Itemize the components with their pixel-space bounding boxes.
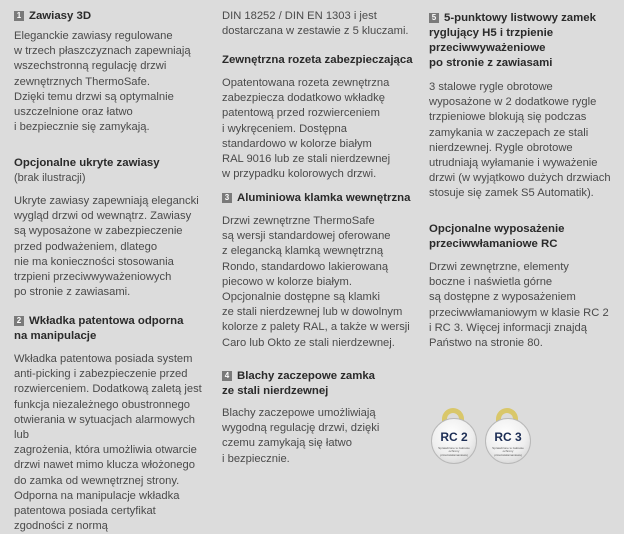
section-number-badge: 3 — [222, 193, 232, 203]
rc-equipment-text: Drzwi zewnętrzne, elementy boczne i naświetla górne są dostępne z wyposażeniem przeciwwłamaniowym w klasie RC 2 i RC 3. Więcej informacji znajdą Państwo na stronie 80. — [429, 261, 609, 350]
section-number-badge: 2 — [14, 316, 24, 326]
section-4-heading — [222, 369, 418, 399]
section-2-title: Wkładka patentowa odporna na manipulacje — [14, 315, 184, 342]
section-1-title: Zawiasy 3D — [29, 10, 92, 22]
section-3-title: Aluminiowa klamka wewnętrzna — [237, 192, 411, 204]
section-2-text: Wkładka patentowa posiada system anti-picking i zabezpieczenie przed rozwierceniem. Dodatkową zaletą jest funkcja niezależnego obustronnego otwierania w sytuacjach alarmowych lub zagrożenia, która umożliwia otwarcie drzwi nawet mimo klucza włożonego do zamka od wewnętrznej strony. Odporna na manipulacje wkładka patentowa posiada certyfikat zgodności z normą — [14, 353, 202, 533]
section-5-heading — [429, 11, 619, 71]
rc-equipment-title: Opcjonalne wyposażenie przeciwwłamaniowe RC — [429, 223, 565, 250]
section-1-text: Eleganckie zawiasy regulowane w trzech płaszczyznach zapewniają wszechstronną regulację drzwi zewnętrznych ThermoSafe. Dzięki temu drzwi są optymalnie uszczelnione oraz łatwo i bezpiecznie się zamykają. — [14, 30, 191, 134]
section-4-text: Blachy zaczepowe umożliwiają wygodną regulację drzwi, dzięki czemu zamykają się łatwo i bezpiecznie. — [222, 407, 380, 465]
rc3-badge-icon — [485, 408, 533, 464]
section-number-badge: 5 — [429, 13, 439, 23]
section-5-text: 3 stalowe rygle obrotowe wyposażone w 2 dodatkowe rygle trzpieniowe blokują się podczas zamykania w zaczepach ze stali nierdzewnej. Rygle obrotowe utrudniają wyłamanie i wyważenie drzwi (w wyjątkowo dużych drzwiach stosuje się zamek S5 Automatik). — [429, 81, 611, 200]
rc3-label: RC 3 — [494, 430, 522, 444]
rc2-badge-icon — [431, 408, 479, 464]
section-number-badge: 4 — [222, 371, 232, 381]
optional-hinges-title: Opcjonalne ukryte zawiasy — [14, 157, 160, 169]
section-number-badge: 1 — [14, 11, 24, 21]
section-5-title: 5-punktowy listwowy zamek ryglujący H5 i trzpienie przeciwwyważeniowe po stronie z zawiasami — [429, 12, 596, 69]
rc3-badge-caption: Sprawdzone w zakresie ochrony przeciwwłamaniowej — [492, 446, 524, 457]
rosette-title: Zewnętrzna rozeta zabezpieczająca — [222, 54, 413, 66]
section-3-text: Drzwi zewnętrzne ThermoSafe są wersji standardowej oferowane z elegancką klamką wewnętrzną Rondo, standardowo lakierowaną piecowo w kolorze białym. Opcjonalnie dostępne są klamki ze stali nierdzewnej lub w dowolnym kolorze z palety RAL, a także w wersji Caro lub Okto ze stali nierdzewnej. — [222, 215, 410, 349]
rc2-badge-caption: Sprawdzone w zakresie ochrony przeciwwłamaniowej — [438, 446, 470, 457]
rc2-label: RC 2 — [440, 430, 468, 444]
rosette-text: Opatentowana rozeta zewnętrzna zabezpiecza dodatkowo wkładkę patentową przed rozwierceniem i wykręceniem. Dostępna standardowo w kolorze białym RAL 9016 lub ze stali nierdzewnej w przypadku kolorowych drzwi. — [222, 77, 391, 181]
optional-hinges-subtitle: (brak ilustracji) — [14, 172, 86, 184]
section-4-title: Blachy zaczepowe zamka ze stali nierdzewnej — [222, 370, 376, 397]
section-2-heading — [14, 314, 206, 344]
section-2-continued-text: DIN 18252 / DIN EN 1303 i jest dostarczana w zestawie z 5 kluczami. — [222, 10, 409, 38]
section-1-heading — [14, 9, 206, 24]
optional-hinges-text: Ukryte zawiasy zapewniają elegancki wygląd drzwi od wewnątrz. Zawiasy są wyposażone w zabezpieczenie przed podważeniem, dlatego nie ma konieczności stosowania trzpieni przeciwwyważeniowych po stronie z zawiasami. — [14, 195, 199, 299]
section-3-heading — [222, 191, 418, 206]
